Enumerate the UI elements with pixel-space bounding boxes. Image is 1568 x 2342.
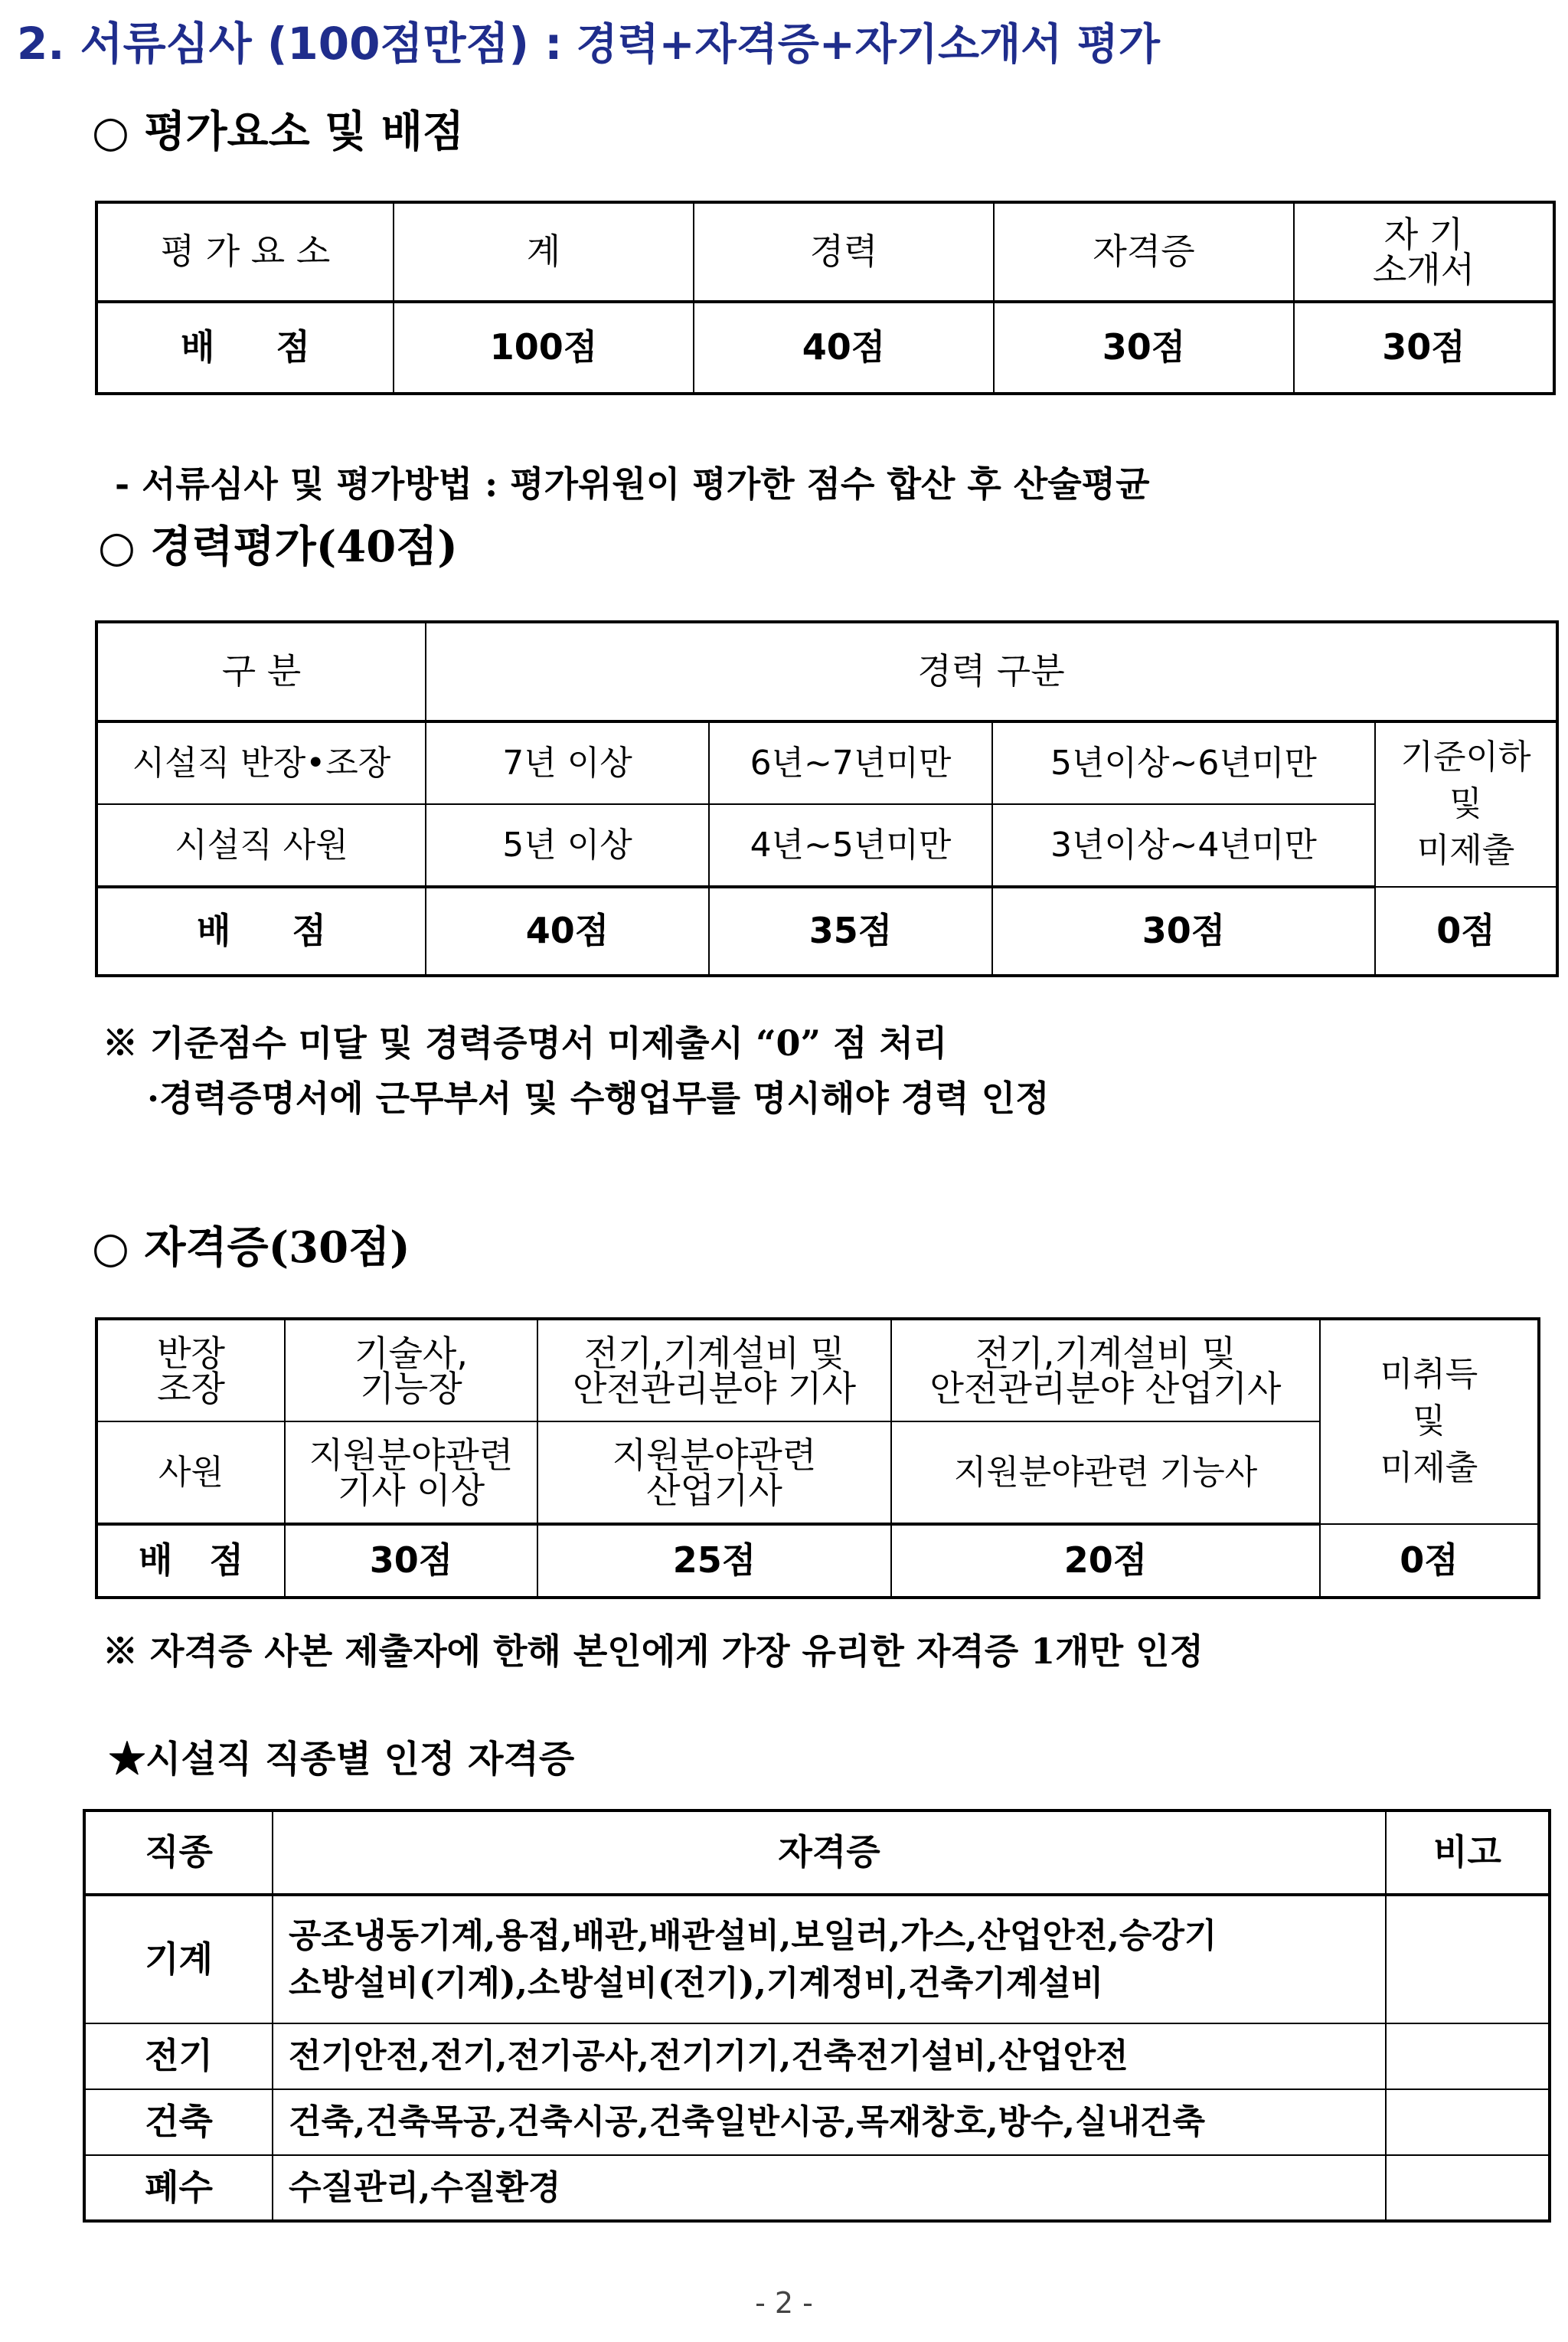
header-job-type: 직종 <box>84 1810 273 1895</box>
recognized-certificates-table <box>83 1809 1551 2223</box>
page-title <box>17 8 1160 72</box>
career-cell: 5년이상~6년미만 <box>992 721 1375 804</box>
header-total: 계 <box>394 202 694 302</box>
table-row <box>84 2155 1550 2221</box>
cert-cell-not-acquired: 미취득 및 미제출 <box>1320 1319 1539 1524</box>
cert-score: 30점 <box>285 1524 537 1598</box>
title-sub: 경력+자격증+자기소개서 평가 <box>576 19 1160 70</box>
career-cell: 5년 이상 <box>426 804 709 887</box>
career-row-label: 시설직 반장•조장 <box>96 721 426 804</box>
table-row <box>96 302 1554 394</box>
job-type: 전기 <box>84 2023 273 2089</box>
score-career: 40점 <box>694 302 994 394</box>
certificate-list: 전기안전,전기,전기공사,전기기기,건축전기설비,산업안전 <box>273 2023 1386 2089</box>
career-score-label: 배 점 <box>96 887 426 976</box>
table-row <box>96 804 1557 887</box>
table-row <box>96 202 1554 302</box>
cert-cell: 전기,기계설비 및 안전관리분야 산업기사 <box>891 1319 1320 1421</box>
row-label-score: 배 점 <box>96 302 394 394</box>
title-main: 2. 서류심사 (100점만점) : <box>17 18 563 70</box>
cert-score: 20점 <box>891 1524 1320 1598</box>
table-row <box>96 622 1557 721</box>
job-type: 건축 <box>84 2089 273 2155</box>
job-type: 기계 <box>84 1895 273 2023</box>
cert-cell: 전기,기계설비 및 안전관리분야 기사 <box>537 1319 891 1421</box>
career-score: 35점 <box>709 887 992 976</box>
page-number: - 2 - <box>755 2286 813 2320</box>
career-score: 30점 <box>992 887 1375 976</box>
career-cell: 3년이상~4년미만 <box>992 804 1375 887</box>
header-career: 경력 <box>694 202 994 302</box>
remarks-cell <box>1386 2089 1550 2155</box>
table-row <box>96 1319 1539 1421</box>
table-row <box>96 1524 1539 1598</box>
cert-cell: 기술사, 기능장 <box>285 1319 537 1421</box>
cert-cell: 지원분야관련 산업기사 <box>537 1421 891 1524</box>
score-certificate: 30점 <box>994 302 1294 394</box>
job-type: 폐수 <box>84 2155 273 2221</box>
table-row <box>96 887 1557 976</box>
career-header: 경력 구분 <box>426 622 1557 721</box>
table-row <box>84 2089 1550 2155</box>
header-certificate: 자격증 <box>273 1810 1386 1895</box>
header-remarks: 비고 <box>1386 1810 1550 1895</box>
header-certificate: 자격증 <box>994 202 1294 302</box>
certificate-list: 공조냉동기계,용접,배관,배관설비,보일러,가스,산업안전,승강기 소방설비(기계),소방설비(전기),기계정비,건축기계설비 <box>273 1895 1386 2023</box>
score-total: 100점 <box>394 302 694 394</box>
section-heading-recognized-certificates: ★시설직 직종별 인정 자격증 <box>109 1738 575 1781</box>
career-cell-below-standard: 기준이하 및 미제출 <box>1375 721 1557 887</box>
section-heading-certificate: ○ 자격증(30점) <box>92 1222 410 1273</box>
career-row-label: 시설직 사원 <box>96 804 426 887</box>
score-self-intro: 30점 <box>1294 302 1554 394</box>
section-heading-evaluation: ○ 평가요소 및 배점 <box>92 106 465 157</box>
evaluation-table <box>95 201 1556 395</box>
table-row <box>96 721 1557 804</box>
cert-score: 25점 <box>537 1524 891 1598</box>
certificate-table <box>95 1317 1540 1599</box>
cert-score: 0점 <box>1320 1524 1539 1598</box>
certificate-note: ※ 자격증 사본 제출자에 한해 본인에게 가장 유리한 자격증 1개만 인정 <box>103 1631 1204 1672</box>
table-row <box>84 1810 1550 1895</box>
cert-cell: 지원분야관련 기능사 <box>891 1421 1320 1524</box>
career-col-label: 구 분 <box>96 622 426 721</box>
career-cell: 7년 이상 <box>426 721 709 804</box>
table-row <box>84 2023 1550 2089</box>
cert-row-label-leader: 반장 조장 <box>96 1319 285 1421</box>
cert-cell: 지원분야관련 기사 이상 <box>285 1421 537 1524</box>
table-row <box>84 1895 1550 2023</box>
certificate-list: 수질관리,수질환경 <box>273 2155 1386 2221</box>
evaluation-method-note: - 서류심사 및 평가방법 : 평가위원이 평가한 점수 합산 후 산술평균 <box>115 463 1150 505</box>
career-score: 40점 <box>426 887 709 976</box>
cert-score-label: 배 점 <box>96 1524 285 1598</box>
career-cell: 6년~7년미만 <box>709 721 992 804</box>
remarks-cell <box>1386 2155 1550 2221</box>
row-label-elements: 평 가 요 소 <box>96 202 394 302</box>
career-note-1: ※ 기준점수 미달 및 경력증명서 미제출시 “0” 점 처리 <box>103 1022 948 1064</box>
career-note-2: ·경력증명서에 근무부서 및 수행업무를 명시해야 경력 인정 <box>147 1078 1050 1119</box>
career-table <box>95 620 1559 977</box>
career-score: 0점 <box>1375 887 1557 976</box>
remarks-cell <box>1386 2023 1550 2089</box>
section-heading-career: ○ 경력평가(40점) <box>98 522 458 572</box>
career-cell: 4년~5년미만 <box>709 804 992 887</box>
certificate-list: 건축,건축목공,건축시공,건축일반시공,목재창호,방수,실내건축 <box>273 2089 1386 2155</box>
header-self-intro: 자 기 소개서 <box>1294 202 1554 302</box>
cert-row-label-staff: 사원 <box>96 1421 285 1524</box>
remarks-cell <box>1386 1895 1550 2023</box>
